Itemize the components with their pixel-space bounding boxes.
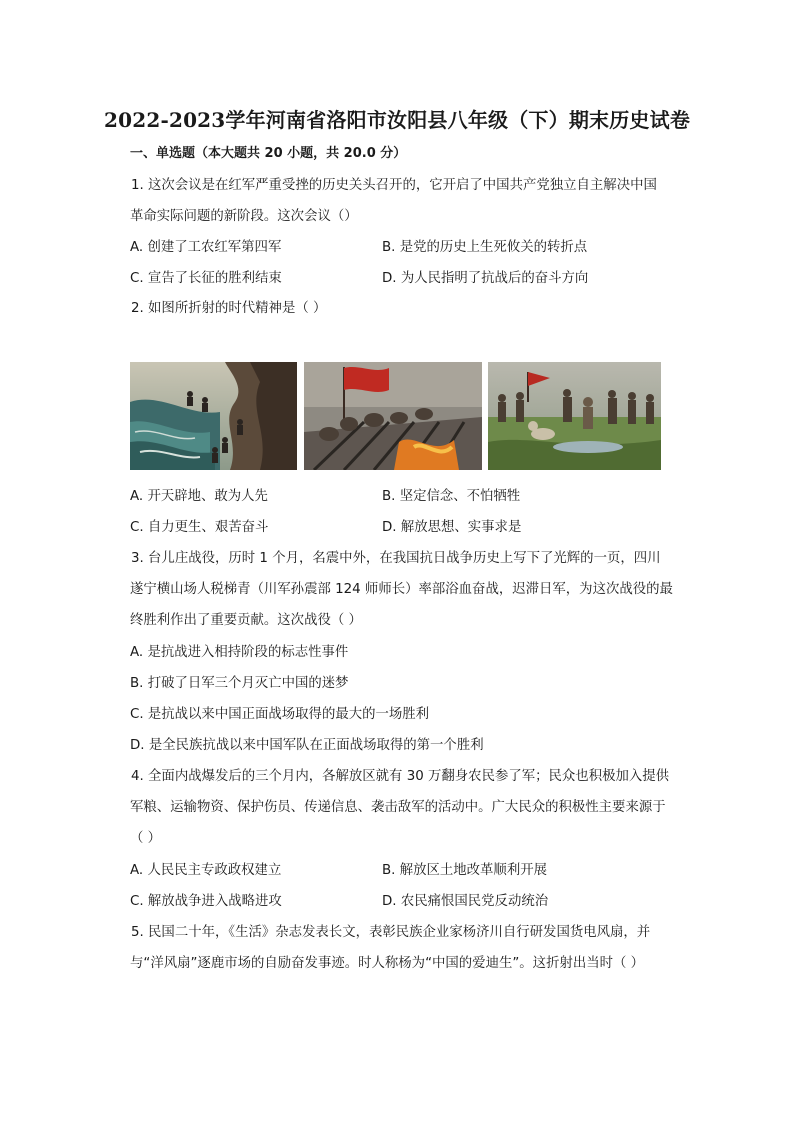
question-4-line-2: 军粮、运输物资、保护伤员、传递信息、袭击敌军的活动中。广大民众的积极性主要来源于	[130, 800, 666, 815]
question-2-option-c: C. 自力更生、艰苦奋斗	[130, 520, 269, 535]
question-3-line-2: 遂宁横山场人税梯青（川军孙震部 124 师师长）率部浴血奋战，迟滞日军，为这次战役的最	[130, 582, 673, 597]
question-1-line-1: 1. 这次会议是在红军严重受挫的历史关头召开的，它开启了中国共产党独立自主解决中国	[131, 178, 657, 193]
question-4-line-3: （ ）	[130, 831, 162, 846]
painting-bridge-crossing	[304, 362, 482, 470]
question-1-option-a: A. 创建了工农红军第四军	[130, 240, 282, 255]
question-1-option-c: C. 宣告了长征的胜利结束	[130, 271, 282, 286]
question-3-option-c: C. 是抗战以来中国正面战场取得的最大的一场胜利	[130, 707, 430, 722]
question-3-option-d: D. 是全民族抗战以来中国军队在正面战场取得的第一个胜利	[130, 738, 484, 753]
question-4-option-a: A. 人民民主专政政权建立	[130, 863, 282, 878]
question-4-option-b: B. 解放区土地改革顺利开展	[382, 863, 547, 878]
question-2-option-b: B. 坚定信念、不怕牺牲	[382, 489, 521, 504]
exam-title: 2022-2023学年河南省洛阳市汝阳县八年级（下）期末历史试卷	[103, 108, 691, 132]
question-2-option-a: A. 开天辟地、敢为人先	[130, 489, 268, 504]
question-3-line-1: 3. 台儿庄战役，历时 1 个月，名震中外，在我国抗日战争历史上写下了光辉的一页，四川	[131, 551, 661, 566]
painting-grassland-march	[488, 362, 661, 470]
question-2-line-1: 2. 如图所折射的时代精神是（ ）	[131, 301, 327, 316]
section-heading: 一、单选题（本大题共 20 小题，共 20.0 分）	[130, 146, 407, 161]
question-4-option-c: C. 解放战争进入战略进攻	[130, 894, 282, 909]
question-5-line-1: 5. 民国二十年，《生活》杂志发表长文，表彰民族企业家杨济川自行研发国货电风扇，并	[131, 925, 651, 940]
question-1-line-2: 革命实际问题的新阶段。这次会议（）	[130, 209, 358, 224]
question-4-line-1: 4. 全面内战爆发后的三个月内，各解放区就有 30 万翻身农民参了军；民众也积极加入提供	[131, 769, 670, 784]
painting-cliff-climb	[130, 362, 297, 470]
question-3-option-a: A. 是抗战进入相持阶段的标志性事件	[130, 645, 349, 660]
question-1-option-d: D. 为人民指明了抗战后的奋斗方向	[382, 271, 589, 286]
question-2-option-d: D. 解放思想、实事求是	[382, 520, 522, 535]
question-3-line-3: 终胜利作出了重要贡献。这次战役（ ）	[130, 613, 362, 628]
question-4-option-d: D. 农民痛恨国民党反动统治	[382, 894, 549, 909]
question-3-option-b: B. 打破了日军三个月灭亡中国的迷梦	[130, 676, 349, 691]
question-1-option-b: B. 是党的历史上生死攸关的转折点	[382, 240, 588, 255]
question-5-line-2: 与“洋风扇”逐鹿市场的自励奋发事迹。时人称杨为“中国的爱迪生”。这折射出当时（ ）	[130, 956, 645, 971]
